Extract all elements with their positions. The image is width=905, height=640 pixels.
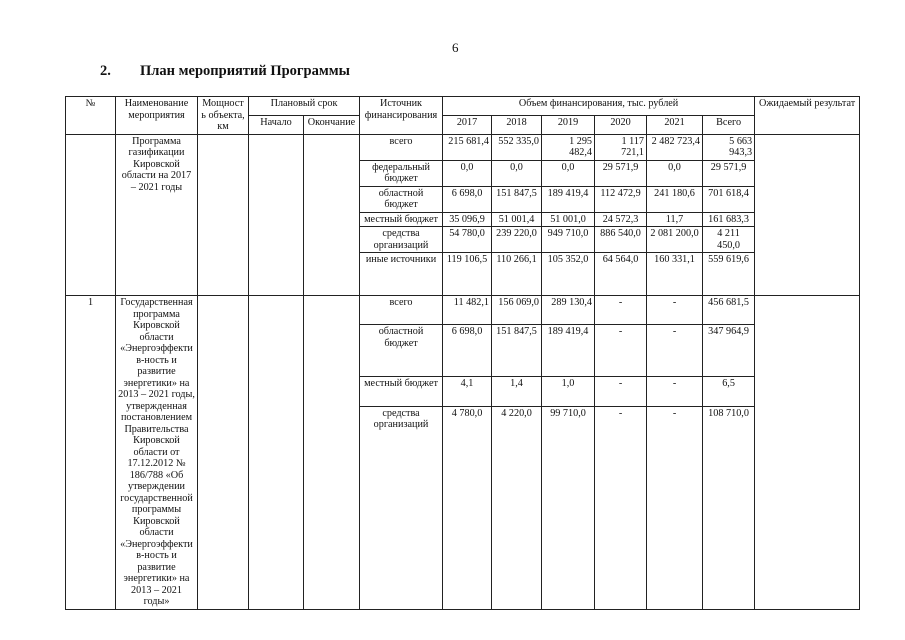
funding-source: местный бюджет [360,212,443,227]
capacity-cell [198,296,249,610]
total-cell: 701 618,4 [703,186,755,212]
value-cell: 239 220,0 [492,227,542,253]
activity-name: Программа газификации Кировской области на 2017 – 2021 годы [116,134,198,296]
value-cell: 949 710,0 [542,227,595,253]
row-number: 1 [66,296,116,610]
total-cell: 456 681,5 [703,296,755,325]
section-title-text: План мероприятий Программы [140,63,350,79]
value-cell: 6 698,0 [443,186,492,212]
value-cell: - [595,406,647,609]
value-cell: 11,7 [647,212,703,227]
value-cell: - [647,325,703,377]
header-term-start: Начало [249,115,304,134]
activity-name: Государственная программа Кировской области «Энергоэффектив-ность и развитие энергетики» на 2013 – 2021 годы, утвержденная постановлением Правительства Кировской области от 17.12.2012 № 186/788 «Об утверждении государственной программы Кировской области «Энергоэффектив-ность и развитие энергетики» на 2013 – 2021 годы» [116,296,198,610]
value-cell: 1,0 [542,377,595,406]
value-cell: 29 571,9 [595,160,647,186]
value-cell: 4 220,0 [492,406,542,609]
value-cell: 105 352,0 [542,253,595,296]
header-year: 2017 [443,115,492,134]
funding-source: областной бюджет [360,186,443,212]
value-cell: 151 847,5 [492,186,542,212]
header-year: 2020 [595,115,647,134]
term-end-cell [304,296,360,610]
term-end-cell [304,134,360,296]
funding-source: средства организаций [360,406,443,609]
value-cell: 1,4 [492,377,542,406]
table-row [66,296,860,325]
value-cell: - [647,296,703,325]
value-cell: 64 564,0 [595,253,647,296]
header-term-end: Окончание [304,115,360,134]
value-cell: 189 419,4 [542,186,595,212]
header-num: № [66,97,116,135]
plan-table [65,96,860,610]
header-result: Ожидаемый результат [755,97,860,135]
value-cell: 156 069,0 [492,296,542,325]
value-cell: 112 472,9 [595,186,647,212]
header-funding: Объем финансирования, тыс. рублей [443,97,755,116]
total-cell: 347 964,9 [703,325,755,377]
total-cell: 108 710,0 [703,406,755,609]
capacity-cell [198,134,249,296]
value-cell: 189 419,4 [542,325,595,377]
value-cell: 11 482,1 [443,296,492,325]
total-cell: 559 619,6 [703,253,755,296]
value-cell: - [595,325,647,377]
value-cell: 0,0 [443,160,492,186]
value-cell: 886 540,0 [595,227,647,253]
value-cell: 0,0 [542,160,595,186]
total-cell: 29 571,9 [703,160,755,186]
value-cell: 289 130,4 [542,296,595,325]
total-cell: 161 683,3 [703,212,755,227]
funding-source: средства организаций [360,227,443,253]
header-year: 2019 [542,115,595,134]
value-cell: 160 331,1 [647,253,703,296]
header-source: Источник финансирования [360,97,443,135]
value-cell: 110 266,1 [492,253,542,296]
result-cell [755,134,860,296]
value-cell: 51 001,4 [492,212,542,227]
funding-source: всего [360,134,443,160]
funding-source: местный бюджет [360,377,443,406]
value-cell: 552 335,0 [492,134,542,160]
value-cell: 215 681,4 [443,134,492,160]
header-total: Всего [703,115,755,134]
funding-source: областной бюджет [360,325,443,377]
total-cell: 6,5 [703,377,755,406]
total-cell: 4 211 450,0 [703,227,755,253]
result-cell [755,296,860,610]
section-number: 2. [100,63,111,79]
value-cell: 0,0 [647,160,703,186]
total-cell: 5 663 943,3 [703,134,755,160]
value-cell: 2 482 723,4 [647,134,703,160]
value-cell: 0,0 [492,160,542,186]
header-year: 2021 [647,115,703,134]
funding-source: иные источники [360,253,443,296]
term-start-cell [249,134,304,296]
value-cell: 151 847,5 [492,325,542,377]
row-number [66,134,116,296]
page-number: 6 [452,40,459,55]
section-title [100,63,350,80]
value-cell: 24 572,3 [595,212,647,227]
funding-source: федеральный бюджет [360,160,443,186]
value-cell: - [647,406,703,609]
value-cell: 119 106,5 [443,253,492,296]
value-cell: - [595,377,647,406]
header-term: Плановый срок [249,97,360,116]
value-cell: - [595,296,647,325]
value-cell: 6 698,0 [443,325,492,377]
value-cell: 51 001,0 [542,212,595,227]
value-cell: 4,1 [443,377,492,406]
value-cell: 2 081 200,0 [647,227,703,253]
value-cell: 4 780,0 [443,406,492,609]
value-cell: 241 180,6 [647,186,703,212]
value-cell: - [647,377,703,406]
value-cell: 1 295 482,4 [542,134,595,160]
header-name: Наименование мероприятия [116,97,198,135]
term-start-cell [249,296,304,610]
value-cell: 99 710,0 [542,406,595,609]
value-cell: 54 780,0 [443,227,492,253]
table-row [66,134,860,160]
value-cell: 1 117 721,1 [595,134,647,160]
value-cell: 35 096,9 [443,212,492,227]
header-year: 2018 [492,115,542,134]
funding-source: всего [360,296,443,325]
header-capacity: Мощность объекта, км [198,97,249,135]
